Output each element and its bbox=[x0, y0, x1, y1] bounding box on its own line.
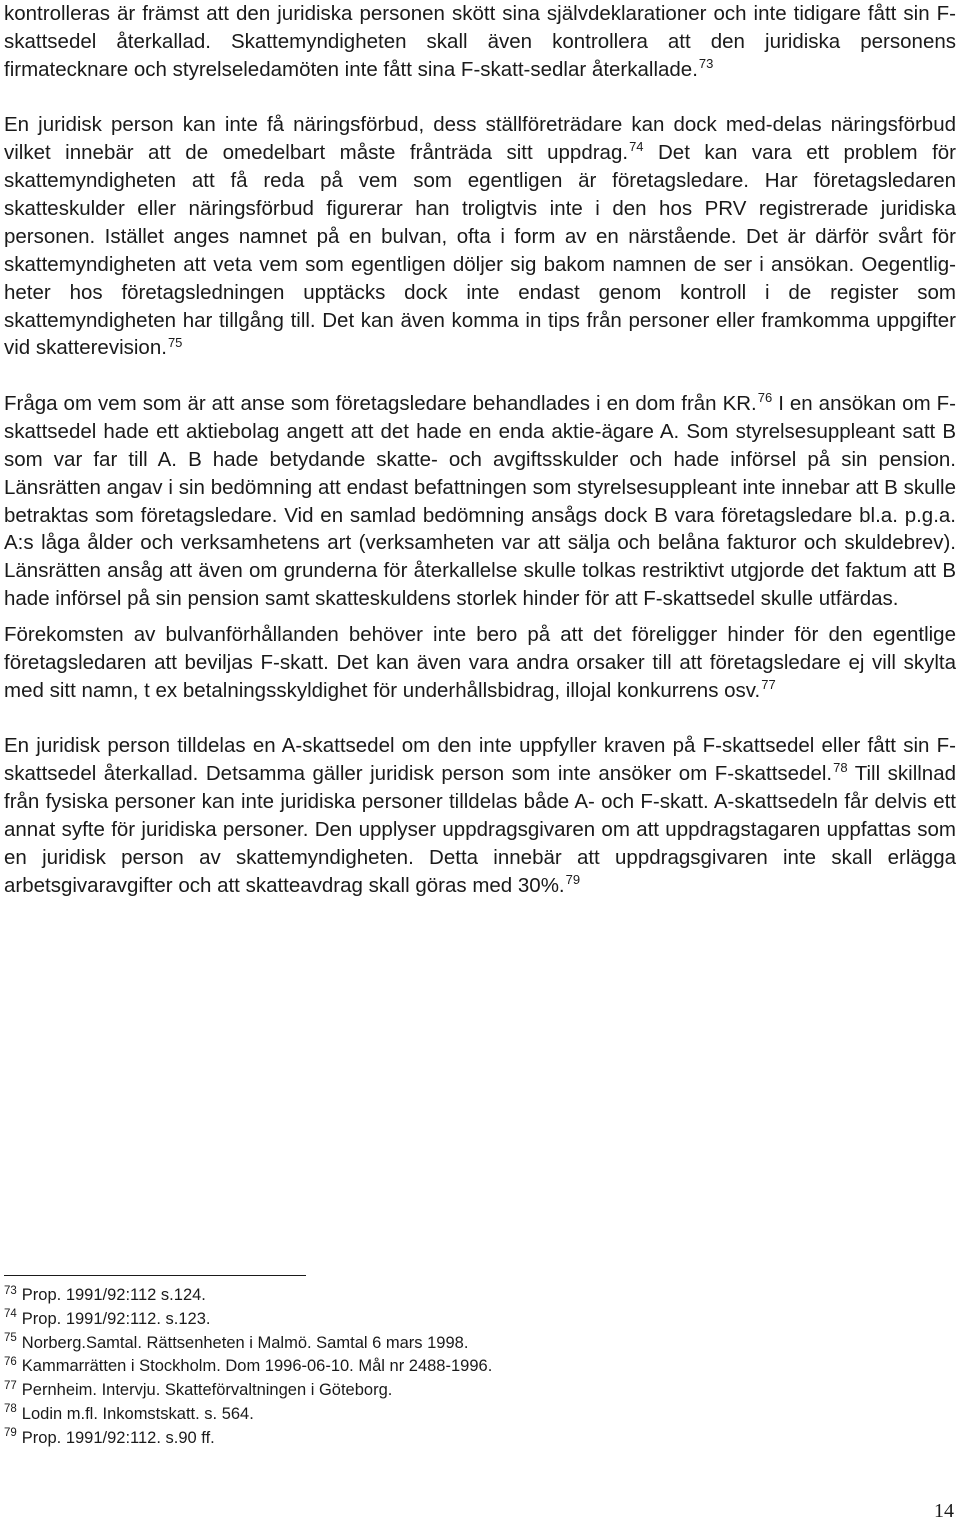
footnote-number: 74 bbox=[4, 1308, 17, 1321]
footnote-reference: 74 bbox=[629, 139, 644, 155]
footnote-number: 73 bbox=[4, 1284, 17, 1297]
footnote-reference: 76 bbox=[757, 390, 773, 406]
footnote bbox=[4, 1379, 904, 1403]
footnote-number: 78 bbox=[4, 1403, 17, 1416]
paragraph-text: En juridisk person tilldelas en A-skattsedel om den inte uppfyller kraven på F-skattsedel eller fått sin F-skattsedel återkallad. Detsamma gäller juridisk person som inte ansöker om F-skattsedel. bbox=[4, 734, 956, 786]
footnote-number: 79 bbox=[4, 1427, 17, 1440]
footnote-text: Prop. 1991/92:112. s.123. bbox=[21, 1309, 211, 1328]
footnote-reference: 79 bbox=[565, 872, 581, 888]
footnote bbox=[4, 1332, 904, 1356]
footnote-reference: 77 bbox=[761, 677, 776, 693]
footnote-text: Prop. 1991/92:112. s.90 ff. bbox=[21, 1428, 215, 1447]
paragraph-text: Det kan vara ett problem för skattemyndigheten att få reda på vem som egentligen är företagsledare. Har företagsledaren skatteskulder eller näringsförbud figurerar han troligtvis inte i den hos PRV registrerade juridiska personen. Istället anges namnet på en bulvan, ofta i form av en närstående. Det är därför svårt för skattemyndigheten att veta vem som egentligen döljer sig bakom namnen de ser i ansökan. Oegentlig-heter hos företagsledningen upptäcks dock inte endast genom kontroll i de register som skattemyndigheten har tillgång till. Det kan även komma in tips från personer eller framkomma uppgifter vid skatterevision. bbox=[4, 141, 956, 360]
paragraph-text: I en ansökan om F-skattsedel hade ett aktiebolag angett att det hade en enda aktie-ägare A. Som styrelsesuppleant satt B som var far till A. B hade betydande skatte- och avgiftsskulder och hade införsel på sin pension. Länsrätten angav i sin bedömning att endast befattningen som styrelsesuppleant inte innebar att B skulle betraktas som företagsledare. Vid en samlad bedömning ansågs dock B vara företagsledare bl.a. p.g.a. A:s låga ålder och verksamhetens art (verksamheten var att sälja och belåna fakturor och skuldebrev). Länsrätten ansåg att även om grunderna för återkallelse skulle tolkas restriktivt utgjorde det faktum att B hade införsel på sin pension samt skatteskuldens storlek hinder för att F-skattsedel skulle utfärdas. bbox=[4, 391, 956, 611]
footnote-reference: 73 bbox=[698, 55, 714, 71]
page-number: 14 bbox=[934, 1500, 954, 1522]
paragraph-text: kontrolleras är främst att den juridiska personen skött sina självdeklarationer och inte tidigare fått sin F-skattsedel återkallad. Skattemyndigheten skall även kontrollera att den juridiska personens firmatecknare och styrelseledamöten inte fått sina F-skatt-sedlar återkallade. bbox=[4, 2, 956, 81]
body-paragraph bbox=[4, 0, 956, 84]
body-paragraph bbox=[4, 732, 956, 899]
body-paragraph bbox=[4, 111, 956, 362]
footnote bbox=[4, 1403, 904, 1427]
paragraph-text: Till skillnad från fysiska personer kan inte juridiska personer tilldelas både A- och F-skatt. A-skattsedeln får delvis ett annat syfte för juridiska personer. Den upplyser uppdragsgivaren om att uppdragstagaren uppfattas som en juridisk person av skattemyndigheten. Detta innebär att uppdragsgivaren inte skall erlägga arbetsgivaravgifter och att skatteavdrag skall göras med 30%. bbox=[4, 762, 957, 897]
footnote-text: Norberg.Samtal. Rättsenheten i Malmö. Samtal 6 mars 1998. bbox=[21, 1333, 469, 1352]
paragraph-text: En juridisk person kan inte få näringsförbud, dess ställföreträdare kan dock med-delas näringsförbud vilket innebär att de omedelbart måste frånträda sitt uppdrag. bbox=[4, 113, 956, 165]
footnote-text: Pernheim. Intervju. Skatteförvaltningen i Göteborg. bbox=[21, 1381, 393, 1400]
paragraph-text: Förekomsten av bulvanförhållanden behöver inte bero på att det föreligger hinder för den egentlige företagsledaren att beviljas F-skatt. Det kan även vara andra orsaker till att företagsledare ej vill skylta med sitt namn, t ex betalningsskyldighet för underhållsbidrag, illojal konkurrens osv. bbox=[4, 623, 956, 702]
footnote-text: Lodin m.fl. Inkomstskatt. s. 564. bbox=[21, 1404, 254, 1423]
body-text bbox=[4, 0, 956, 927]
footnote-reference: 78 bbox=[833, 760, 848, 776]
footnote-separator bbox=[4, 1275, 306, 1276]
footnote-reference: 75 bbox=[167, 334, 183, 350]
paragraph-text: Fråga om vem som är att anse som företagsledare behandlades i en dom från KR. bbox=[4, 391, 757, 415]
footnote-text: Prop. 1991/92:112 s.124. bbox=[21, 1286, 206, 1304]
body-paragraph bbox=[4, 390, 956, 613]
footnote bbox=[4, 1308, 904, 1332]
body-paragraph bbox=[4, 621, 956, 705]
footnote-text: Kammarrätten i Stockholm. Dom 1996-06-10. Mål nr 2488-1996. bbox=[21, 1357, 493, 1376]
footnote-number: 76 bbox=[4, 1355, 17, 1368]
footnote bbox=[4, 1355, 904, 1379]
footnote-number: 75 bbox=[4, 1332, 17, 1345]
footnote-number: 77 bbox=[4, 1379, 17, 1392]
footnote bbox=[4, 1284, 904, 1308]
footnote bbox=[4, 1427, 904, 1451]
footnotes bbox=[4, 1284, 904, 1451]
